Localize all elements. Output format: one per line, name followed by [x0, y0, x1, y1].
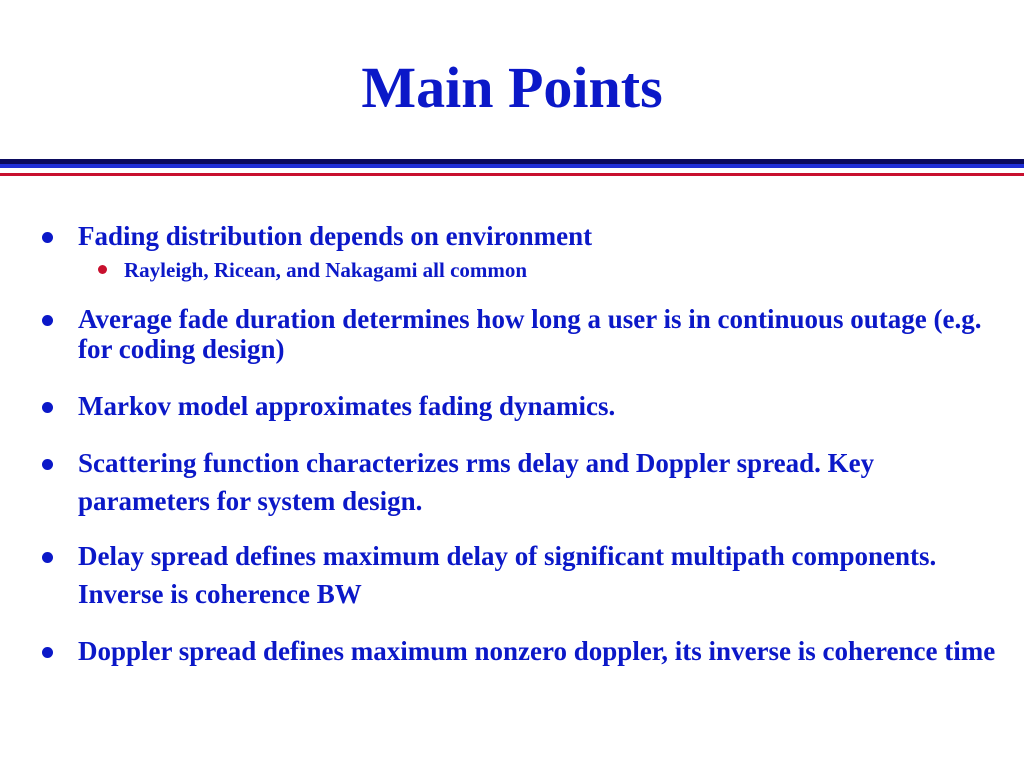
bullet-text: Doppler spread defines maximum nonzero doppler, its inverse is coherence time	[78, 636, 996, 666]
slide-title: Main Points	[361, 55, 663, 120]
bullet-text: Markov model approximates fading dynamics.	[78, 391, 616, 421]
bullet-item	[78, 632, 998, 670]
bullet-text: Delay spread defines maximum delay of significant multipath components. Inverse is coherence BW	[78, 541, 937, 609]
bullet-dot-icon	[42, 459, 53, 470]
bullet-dot-icon	[42, 402, 53, 413]
bullet-dot-icon	[42, 315, 53, 326]
bullet-item	[78, 537, 998, 613]
bullet-dot-icon	[42, 647, 53, 658]
bullet-dot-icon	[42, 552, 53, 563]
bullet-text: Average fade duration determines how long a user is in continuous outage (e.g. for coding design)	[78, 304, 982, 364]
bullet-item	[78, 304, 998, 364]
bullet-text: Scattering function characterizes rms delay and Doppler spread. Key parameters for system design.	[78, 448, 875, 516]
bullet-dot-icon	[42, 232, 53, 243]
sub-bullet-dot-icon	[98, 265, 107, 274]
bullet-item	[78, 219, 998, 253]
bullet-item	[78, 444, 998, 520]
bullet-item	[78, 389, 998, 423]
sub-bullet-item	[124, 257, 984, 283]
bullet-text: Fading distribution depends on environment	[78, 221, 593, 251]
sub-bullet-text: Rayleigh, Ricean, and Nakagami all common	[124, 258, 528, 282]
